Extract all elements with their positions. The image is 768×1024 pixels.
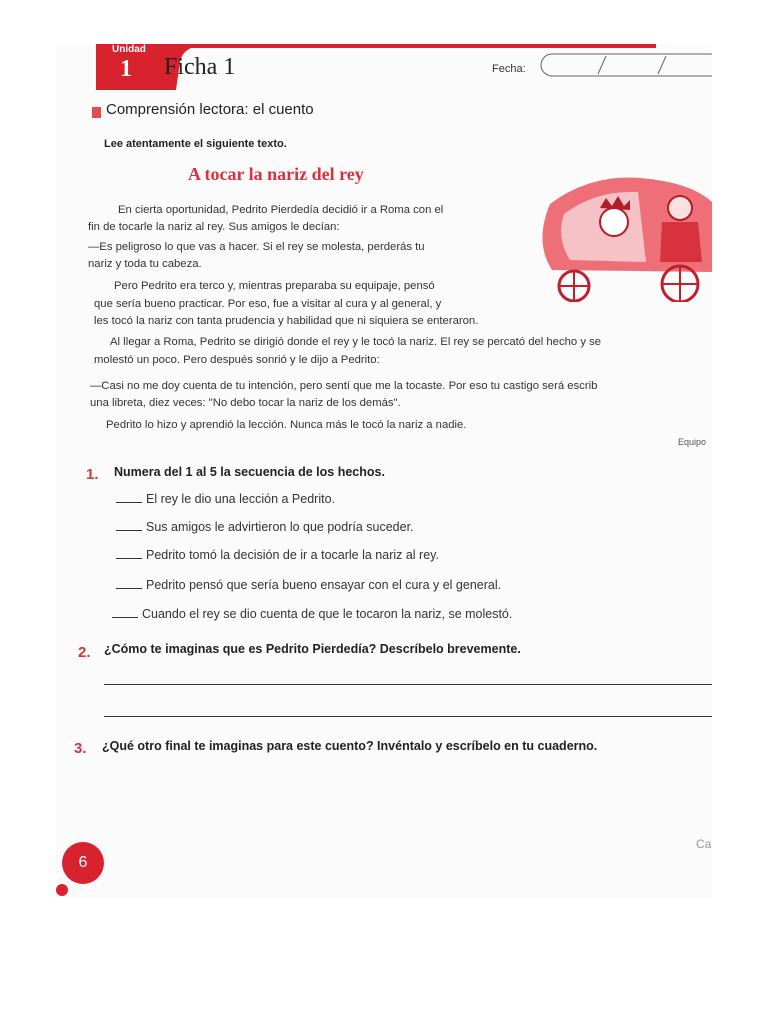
story-line: fin de tocarle la nariz al rey. Sus amigos le decían: <box>88 221 340 233</box>
date-field[interactable] <box>540 52 712 78</box>
page-number: 6 <box>62 842 104 884</box>
unit-label: Unidad <box>112 44 146 55</box>
sequence-number-blank[interactable] <box>116 502 142 503</box>
sequence-item: El rey le dio una lección a Pedrito. <box>116 492 335 506</box>
page-title: Ficha 1 <box>164 54 236 80</box>
worksheet-page <box>56 44 712 898</box>
sequence-item: Cuando el rey se dio cuenta de que le tocaron la nariz, se molestó. <box>112 607 512 621</box>
sequence-number-blank[interactable] <box>116 588 142 589</box>
story-line: En cierta oportunidad, Pedrito Pierdedía decidió ir a Roma con el <box>118 204 444 216</box>
sequence-item: Sus amigos le advirtieron lo que podría suceder. <box>116 520 414 534</box>
story-line: nariz y toda tu cabeza. <box>88 258 202 270</box>
sequence-number-blank[interactable] <box>112 617 138 618</box>
story-line: —Es peligroso lo que vas a hacer. Si el rey se molesta, perderás tu <box>88 241 425 253</box>
sequence-item: Pedrito tomó la decisión de ir a tocarle la nariz al rey. <box>116 548 439 562</box>
footer-corner-text: Ca <box>696 837 712 851</box>
question-3-text: ¿Qué otro final te imaginas para este cuento? Invéntalo y escríbelo en tu cuaderno. <box>102 739 598 753</box>
carriage-illustration <box>530 162 712 302</box>
story-line: les tocó la nariz con tanta prudencia y habilidad que ni siquiera se enteraron. <box>94 315 479 327</box>
story-line: Pero Pedrito era terco y, mientras preparaba su equipaje, pensó <box>114 280 435 292</box>
section-bullet-icon <box>92 107 101 118</box>
unit-number: 1 <box>120 56 132 82</box>
story-line: Al llegar a Roma, Pedrito se dirigió donde el rey y le tocó la nariz. El rey se percató del hecho y se <box>110 336 602 348</box>
reading-instruction: Lee atentamente el siguiente texto. <box>104 138 287 150</box>
story-line: —Casi no me doy cuenta de tu intención, pero sentí que me la tocaste. Por eso tu castigo será escrib <box>90 380 598 392</box>
story-title: A tocar la nariz del rey <box>188 164 364 184</box>
section-title: Comprensión lectora: el cuento <box>106 101 314 118</box>
sequence-item: Pedrito pensó que sería bueno ensayar con el cura y el general. <box>116 578 501 592</box>
story-line: molestó un poco. Pero después sonrió y le dijo a Pedrito: <box>94 354 380 366</box>
answer-line[interactable] <box>104 684 712 685</box>
story-line: que sería bueno practicar. Por eso, fue a visitar al cura y al general, y <box>94 298 442 310</box>
sequence-number-blank[interactable] <box>116 530 142 531</box>
sequence-number-blank[interactable] <box>116 558 142 559</box>
question-1-number: 1. <box>86 466 99 483</box>
question-3-number: 3. <box>74 740 87 757</box>
story-line: una libreta, diez veces: "No debo tocar la nariz de los demás". <box>90 397 401 409</box>
corner-dot <box>56 884 68 896</box>
answer-line[interactable] <box>104 716 712 717</box>
story-line: Pedrito lo hizo y aprendió la lección. Nunca más le tocó la nariz a nadie. <box>106 419 467 431</box>
question-2-number: 2. <box>78 644 91 661</box>
date-label: Fecha: <box>492 63 526 75</box>
question-1-text: Numera del 1 al 5 la secuencia de los hechos. <box>114 465 385 479</box>
story-credit: Equipo <box>678 437 707 447</box>
question-2-text: ¿Cómo te imaginas que es Pedrito Pierdedía? Descríbelo brevemente. <box>104 642 521 656</box>
